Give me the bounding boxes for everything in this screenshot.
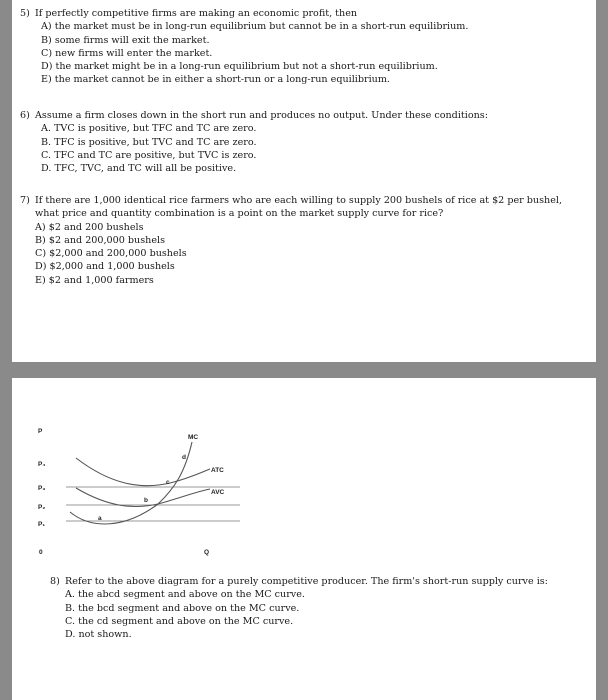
question-number: 7) (20, 195, 30, 206)
point-a: a (98, 515, 102, 522)
question-stem: Assume a firm closes down in the short run and produces no output. Under these conditions: (35, 110, 488, 121)
option-a: A. the abcd segment and above on the MC curve. (65, 589, 305, 601)
price-label-p2: P₂ (38, 504, 46, 511)
mc-curve (70, 442, 192, 524)
question-stem: If there are 1,000 identical rice farmers who are each willing to supply 200 bushels of rice at $2 per bushel, (35, 195, 563, 206)
x-axis-label: Q (204, 549, 210, 556)
option-e: E) $2 and 1,000 farmers (35, 274, 154, 286)
atc-curve (76, 458, 210, 486)
price-label-p4: P₄ (38, 461, 46, 468)
option-d: D) the market might be in a long-run equilibrium but not a short-run equilibrium. (41, 61, 438, 73)
origin-label: 0 (39, 549, 43, 556)
option-c: C. TFC and TC are positive, but TVC is zero. (41, 149, 257, 161)
option-a: A) the market must be in long-run equilibrium but cannot be in a short-run equilibrium. (41, 21, 469, 33)
option-d: D. not shown. (65, 629, 132, 641)
question-number: 6) (20, 110, 30, 121)
option-b: B. the bcd segment and above on the MC curve. (65, 602, 300, 614)
option-c: C) new firms will enter the market. (41, 47, 213, 59)
price-label-p3: P₃ (38, 485, 46, 492)
option-a: A. TVC is positive, but TFC and TC are zero. (41, 123, 257, 135)
atc-label: ATC (211, 467, 224, 474)
point-c: c (166, 479, 170, 486)
question-stem: Refer to the above diagram for a purely competitive producer. The firm's short-run supply curve is: (65, 576, 548, 587)
option-b: B) some firms will exit the market. (41, 34, 210, 46)
mc-label: MC (188, 434, 199, 441)
option-c: C) $2,000 and 200,000 bushels (35, 248, 187, 260)
y-axis-label: P (38, 428, 43, 435)
cost-curves-diagram (30, 420, 270, 565)
option-b: B) $2 and 200,000 bushels (35, 234, 166, 246)
option-b: B. TFC is positive, but TVC and TC are zero. (41, 136, 257, 148)
avc-curve (76, 488, 210, 507)
question-stem: If perfectly competitive firms are making an economic profit, then (35, 8, 358, 19)
option-c: C. the cd segment and above on the MC curve. (65, 615, 294, 627)
option-e: E) the market cannot be in either a short-run or a long-run equilibrium. (41, 74, 390, 86)
option-d: D. TFC, TVC, and TC will all be positive. (41, 163, 237, 175)
question-stem-cont: what price and quantity combination is a point on the market supply curve for rice? (35, 208, 444, 220)
question-number: 5) (20, 8, 30, 19)
point-d: d (182, 454, 186, 461)
avc-label: AVC (211, 489, 225, 496)
point-b: b (144, 497, 148, 504)
option-d: D) $2,000 and 1,000 bushels (35, 261, 175, 273)
option-a: A) $2 and 200 bushels (35, 221, 144, 233)
price-label-p1: P₁ (38, 521, 46, 528)
question-number: 8) (50, 576, 60, 587)
